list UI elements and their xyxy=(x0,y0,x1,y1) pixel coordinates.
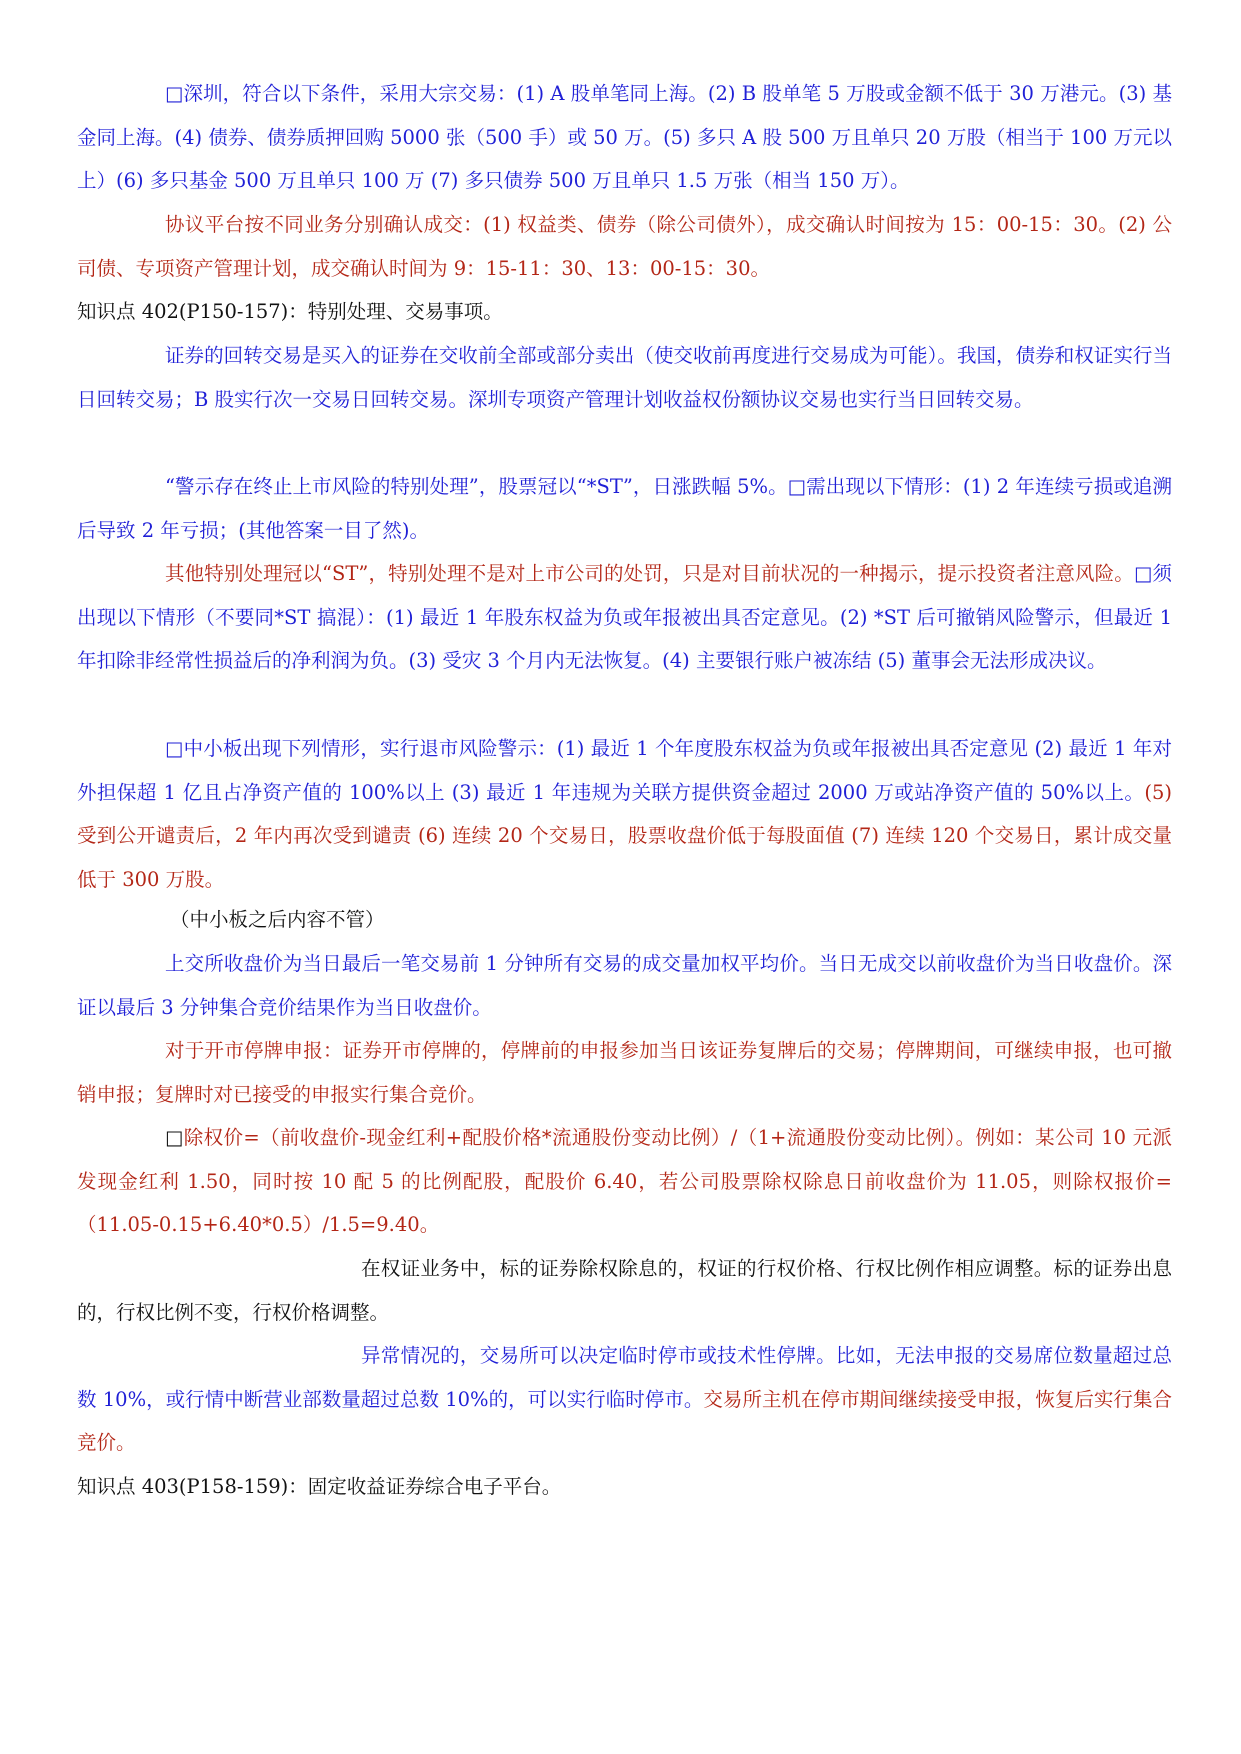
round-trip-trading-paragraph: 证券的回转交易是买入的证券在交收前全部或部分卖出（使交收前再度进行交易成为可能）。我国，债券和权证实行当日回转交易；B 股实行次一交易日回转交易。深圳专项资产管理计划收益权份额协议交易也实行当日回转交易。 xyxy=(77,344,1172,411)
st-special-treatment-paragraph xyxy=(77,552,1172,683)
checkbox-glyph: □ xyxy=(165,1126,184,1149)
knowledge-point-402-heading: 知识点 402(P150-157)：特别处理、交易事项。 xyxy=(77,300,503,323)
abnormal-situation-blue-text: 异常情况的，交易所可以决定临时停市或技术性停牌。比如，无法申报的交易席位数量超过总数 10%，或行情中断营业部数量超过总数 10%的，可以实行临时停市。 xyxy=(77,1344,1172,1411)
star-st-paragraph: “警示存在终止上市风险的特别处理”，股票冠以“*ST”，日涨跌幅 5%。□需出现以下情形：(1) 2 年连续亏损或追溯后导致 2 年亏损；(其他答案一目了然)。 xyxy=(77,475,1172,542)
sme-conditions-red-text: (5) 受到公开谴责后，2 年内再次受到谴责 (6) 连续 20 个交易日，股票收盘价低于每股面值 (7) 连续 120 个交易日，累计成交量低于 300 万股。 xyxy=(77,780,1172,891)
ex-rights-price-paragraph xyxy=(77,1116,1172,1247)
sme-conditions-blue-text: □中小板出现下列情形，实行退市风险警示：(1) 最近 1 个年度股东权益为负或年报被出具否定意见 (2) 最近 1 年对外担保超 1 亿且占净资产值的 100%以上 (3) 最近 1 年违规为关联方提供资金超过 2000 万或站净资产值的 50%以上。 xyxy=(77,737,1172,804)
abnormal-situation-red-text: 交易所主机在停市期间继续接受申报，恢复后实行集合竞价。 xyxy=(77,1387,1172,1454)
shenzhen-block-trade-paragraph: □深圳，符合以下条件，采用大宗交易：(1) A 股单笔同上海。(2) B 股单笔 5 万股或金额不低于 30 万港元。(3) 基金同上海。(4) 债券、债券质押回购 5000 张（500 手）或 50 万。(5) 多只 A 股 500 万且单只 20 万股（相当于 100 万元以上）(6) 多只基金 500 万且单只 100 万 (7) 多只债券 500 万且单只 1.5 万张（相当 150 万）。 xyxy=(77,82,1172,192)
abnormal-situation-paragraph xyxy=(77,1334,1172,1465)
ex-rights-formula-text: 除权价=（前收盘价-现金红利+配股价格*流通股份变动比例）/（1+流通股份变动比例）。例如：某公司 10 元派发现金红利 1.50，同时按 10 配 5 的比例配股，配股价 6.40，若公司股票除权除息日前收盘价为 11.05，则除权报价=（11.05-0.15+6.40*0.5）/1.5=9.40。 xyxy=(77,1126,1172,1236)
st-conditions-text: □须出现以下情形（不要同*ST 搞混）：(1) 最近 1 年股东权益为负或年报被出具否定意见。(2) *ST 后可撤销风险警示，但最近 1 年扣除非经常性损益后的净利润为负。(3) 受灾 3 个月内无法恢复。(4) 主要银行账户被冻结 (5) 董事会无法形成决议。 xyxy=(77,562,1172,672)
suspension-order-paragraph: 对于开市停牌申报：证券开市停牌的，停牌前的申报参加当日该证券复牌后的交易；停牌期间，可继续申报，也可撤销申报；复牌时对已接受的申报实行集合竞价。 xyxy=(77,1039,1172,1106)
closing-price-paragraph: 上交所收盘价为当日最后一笔交易前 1 分钟所有交易的成交量加权平均价。当日无成交以前收盘价为当日收盘价。深证以最后 3 分钟集合竞价结果作为当日收盘价。 xyxy=(77,952,1172,1019)
sme-note: （中小板之后内容不管） xyxy=(170,908,385,931)
agreement-platform-paragraph: 协议平台按不同业务分别确认成交：(1) 权益类、债券（除公司债外），成交确认时间按为 15：00-15：30。(2) 公司债、专项资产管理计划，成交确认时间为 9：15-11：30、13：00-15：30。 xyxy=(77,213,1172,280)
warrant-adjustment-paragraph: 在权证业务中，标的证券除权除息的，权证的行权价格、行权比例作相应调整。标的证券出息的，行权比例不变，行权价格调整。 xyxy=(77,1257,1172,1324)
sme-board-delisting-paragraph xyxy=(77,727,1172,901)
st-intro-text: 其他特别处理冠以“ST”，特别处理不是对上市公司的处罚，只是对目前状况的一种揭示，提示投资者注意风险。 xyxy=(165,562,1134,585)
knowledge-point-403-heading: 知识点 403(P158-159)：固定收益证券综合电子平台。 xyxy=(77,1475,562,1498)
